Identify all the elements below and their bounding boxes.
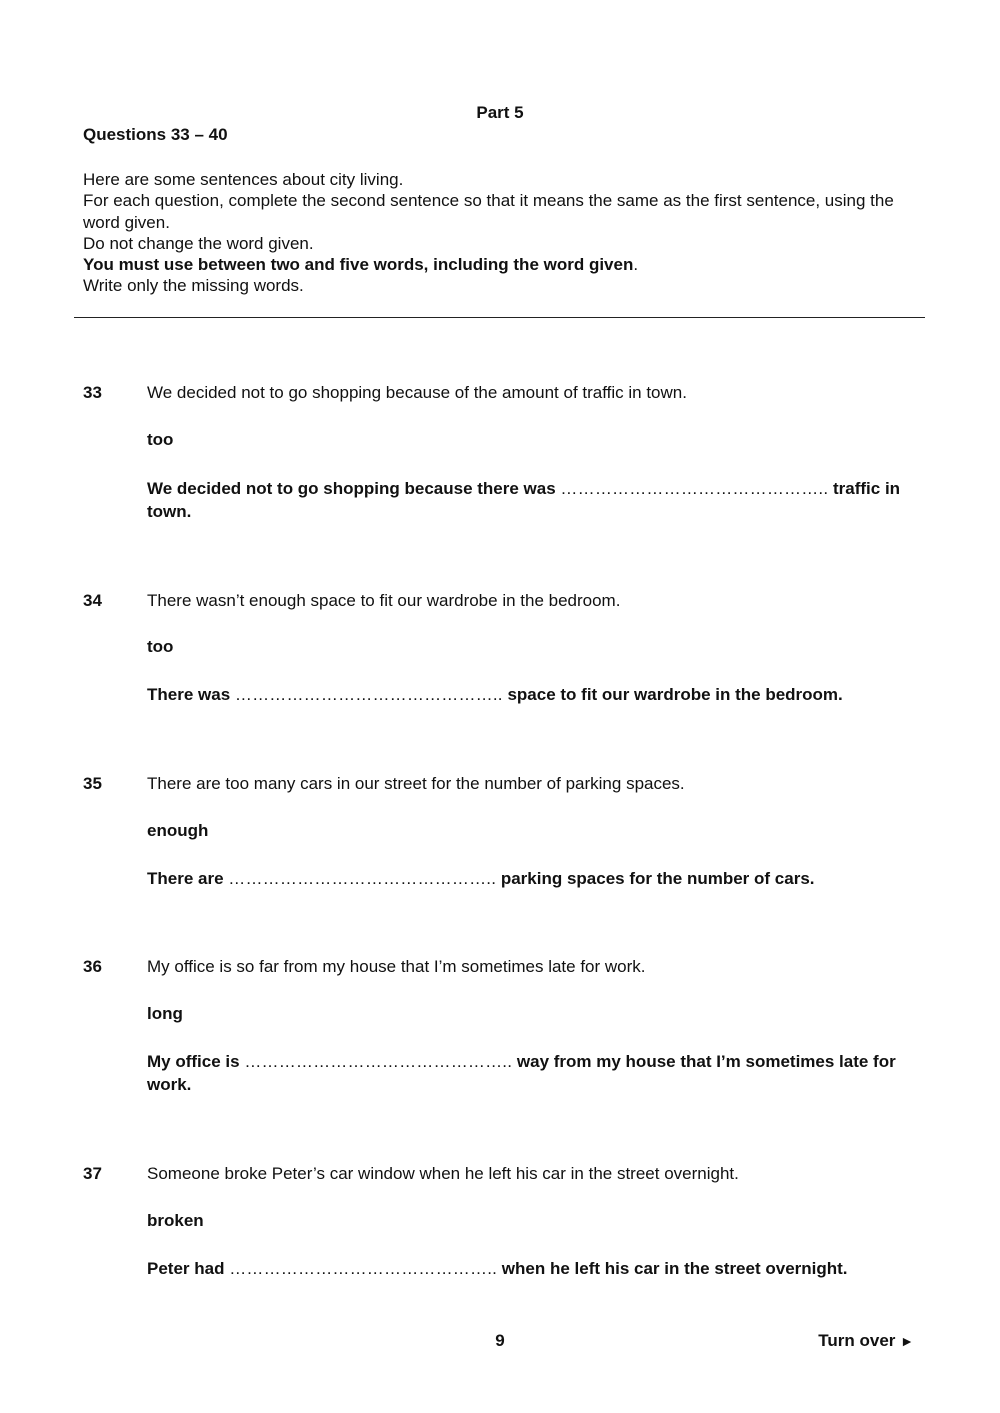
question-number: 37 [83, 1164, 102, 1183]
turn-over [818, 1331, 914, 1351]
answer-gap[interactable]: ……………………………………….. [229, 1259, 498, 1278]
answer-sentence [147, 867, 907, 890]
answer-before: My office is [147, 1052, 245, 1071]
answer-sentence [147, 477, 907, 523]
keyword: broken [147, 1211, 204, 1230]
question-number: 33 [83, 383, 102, 402]
instruction-line: Write only the missing words. [83, 276, 304, 296]
instruction-period: . [633, 255, 639, 275]
answer-gap[interactable]: ……………………………………….. [228, 869, 497, 888]
question-sentence: My office is so far from my house that I’m sometimes late for work. [147, 957, 646, 976]
page-number: 9 [495, 1331, 505, 1350]
keyword: enough [147, 821, 209, 840]
triangle-right-icon: ► [900, 1333, 914, 1349]
instruction-line: Here are some sentences about city living. [83, 170, 404, 189]
turn-over-label: Turn over [818, 1331, 896, 1350]
questions-range: Questions 33 – 40 [83, 125, 228, 144]
answer-before: Peter had [147, 1259, 230, 1278]
answer-after: traffic in town. [147, 479, 901, 521]
answer-before: There was [147, 685, 235, 704]
answer-gap[interactable]: ……………………………………….. [234, 685, 503, 704]
divider [74, 317, 925, 318]
question-number: 35 [83, 774, 102, 793]
part-title: Part 5 [476, 103, 524, 122]
question-sentence: Someone broke Peter’s car window when he left his car in the street overnight. [147, 1164, 739, 1183]
question-sentence: There wasn’t enough space to fit our wardrobe in the bedroom. [147, 591, 621, 610]
instruction-bold: You must use between two and five words, including the word given [83, 255, 634, 275]
answer-before: We decided not to go shopping because there was [147, 479, 561, 498]
instruction-rule [83, 254, 913, 275]
question-sentence: We decided not to go shopping because of the amount of traffic in town. [147, 383, 687, 402]
answer-gap[interactable]: ……………………………………….. [244, 1052, 513, 1071]
answer-after: when he left his car in the street overnight. [497, 1259, 848, 1278]
keyword: too [147, 637, 174, 656]
answer-sentence [147, 1050, 907, 1096]
keyword: long [147, 1004, 183, 1023]
question-number: 34 [83, 591, 102, 610]
answer-after: space to fit our wardrobe in the bedroom. [502, 685, 843, 704]
answer-sentence [147, 683, 907, 706]
question-number: 36 [83, 957, 102, 976]
question-sentence: There are too many cars in our street for the number of parking spaces. [147, 774, 685, 793]
answer-sentence [147, 1257, 907, 1280]
answer-after: way from my house that I’m sometimes late for work. [147, 1052, 896, 1094]
answer-after: parking spaces for the number of cars. [496, 869, 815, 888]
answer-gap[interactable]: ……………………………………….. [560, 479, 829, 498]
answer-before: There are [147, 869, 229, 888]
keyword: too [147, 430, 174, 449]
instruction-line: Do not change the word given. [83, 233, 314, 253]
instruction-line: For each question, complete the second sentence so that it means the same as the first sentence, using the word given. [83, 191, 894, 232]
instructions [83, 169, 913, 297]
